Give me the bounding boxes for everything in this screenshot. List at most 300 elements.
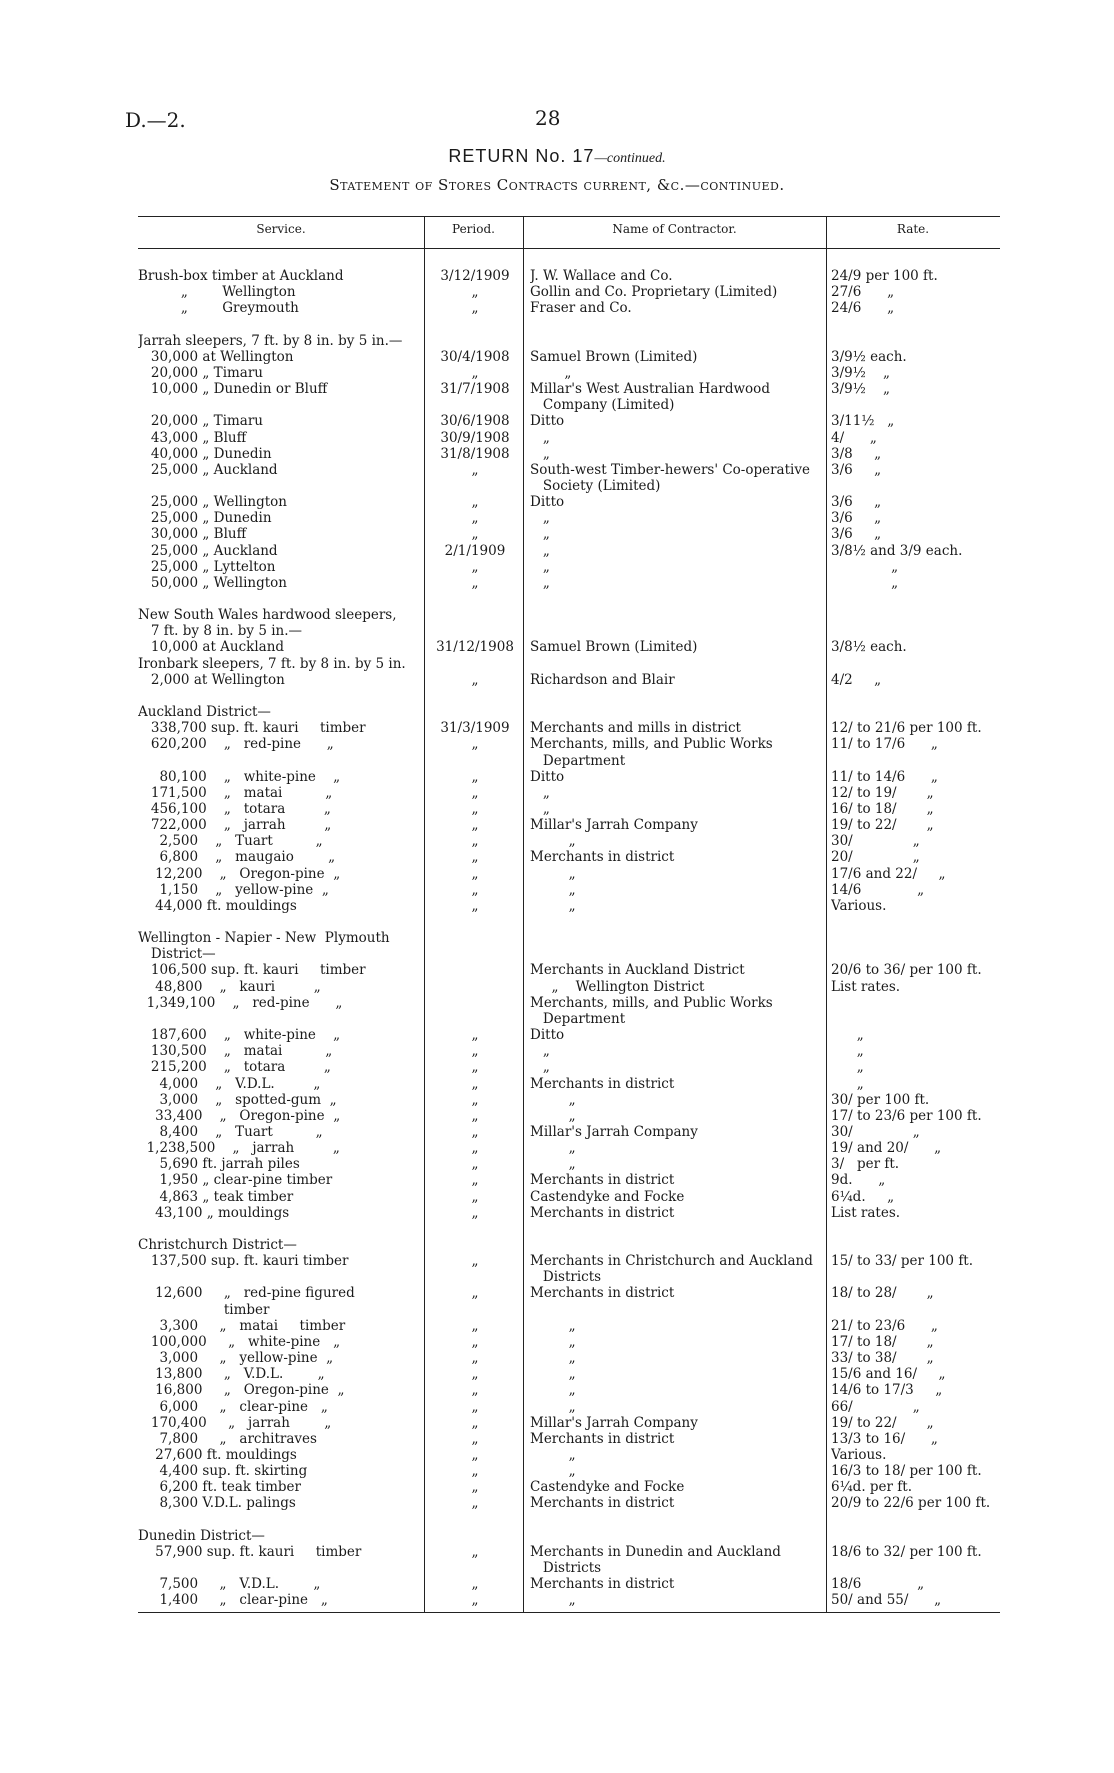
period-cell: „ bbox=[471, 510, 479, 527]
table-row bbox=[0, 849, 1114, 865]
period-cell: „ bbox=[471, 526, 479, 543]
table-bottom-rule bbox=[138, 1612, 1000, 1613]
table-row bbox=[0, 268, 1114, 284]
table-row bbox=[0, 1302, 1114, 1318]
table-row bbox=[0, 1479, 1114, 1495]
service-cell: 25,000 „ Dunedin bbox=[138, 510, 272, 527]
rate-cell: 12/ to 19/ „ bbox=[831, 784, 934, 801]
period-cell: „ bbox=[471, 881, 479, 898]
rate-cell: 6¼d. per ft. bbox=[831, 1479, 912, 1496]
service-cell: 48,800 „ kauri „ bbox=[138, 978, 321, 995]
contractor-cell: Millar's Jarrah Company bbox=[530, 817, 698, 834]
rate-cell: 19/ to 22/ „ bbox=[831, 1414, 934, 1431]
contractor-cell: „ bbox=[530, 1091, 576, 1108]
rate-cell: 18/6 „ bbox=[831, 1576, 925, 1593]
service-cell: 7 ft. by 8 in. by 5 in.— bbox=[138, 623, 303, 640]
service-cell: 80,100 „ white-pine „ bbox=[138, 768, 341, 785]
table-row bbox=[0, 1027, 1114, 1043]
service-cell: 4,863 „ teak timber bbox=[138, 1188, 294, 1205]
table-row bbox=[0, 462, 1114, 478]
contractor-cell: Merchants in district bbox=[530, 1285, 675, 1302]
table-row bbox=[0, 1399, 1114, 1415]
contractor-cell: „ bbox=[530, 364, 572, 381]
contractor-cell: Ditto bbox=[530, 768, 565, 785]
period-cell: „ bbox=[471, 1350, 479, 1367]
contractor-cell: Merchants in district bbox=[530, 1075, 675, 1092]
service-cell: 456,100 „ totara „ bbox=[138, 800, 331, 817]
period-cell: „ bbox=[471, 865, 479, 882]
rate-cell: 9d. „ bbox=[831, 1172, 886, 1189]
contractor-cell: „ bbox=[530, 510, 550, 527]
table-row bbox=[0, 300, 1114, 316]
period-cell: „ bbox=[471, 1430, 479, 1447]
service-cell: 106,500 sup. ft. kauri timber bbox=[138, 962, 366, 979]
column-header-rate: Rate. bbox=[896, 222, 930, 236]
rate-cell: 3/8 „ bbox=[831, 445, 882, 462]
contractor-cell: South-west Timber-hewers' Co-operative bbox=[530, 461, 810, 478]
table-row bbox=[0, 1237, 1114, 1253]
table-row bbox=[0, 672, 1114, 688]
table-row bbox=[0, 607, 1114, 623]
service-cell: 620,200 „ red-pine „ bbox=[138, 736, 334, 753]
table-row bbox=[0, 365, 1114, 381]
contractor-cell: „ bbox=[530, 1592, 576, 1609]
contractor-cell: Ditto bbox=[530, 1027, 565, 1044]
table-row bbox=[0, 1415, 1114, 1431]
contractor-cell: „ bbox=[530, 574, 550, 591]
rate-cell: 3/ per ft. bbox=[831, 1156, 900, 1173]
service-cell: 1,238,500 „ jarrah „ bbox=[138, 1140, 340, 1157]
rate-cell: „ bbox=[831, 1075, 864, 1092]
contractor-cell: „ bbox=[530, 1156, 576, 1173]
table-row bbox=[0, 962, 1114, 978]
column-header-service: Service. bbox=[256, 222, 306, 236]
service-cell: 1,150 „ yellow-pine „ bbox=[138, 881, 329, 898]
table-row bbox=[0, 995, 1114, 1011]
service-cell: „ Wellington bbox=[138, 284, 296, 301]
contractor-cell: Merchants in district bbox=[530, 1204, 675, 1221]
contractor-cell: „ bbox=[530, 1446, 576, 1463]
rate-cell: 3/11½ „ bbox=[831, 413, 895, 430]
contractor-cell: Merchants in district bbox=[530, 1495, 675, 1512]
rate-cell: 11/ to 17/6 „ bbox=[831, 736, 938, 753]
table-row bbox=[0, 349, 1114, 365]
contractor-cell: Department bbox=[530, 752, 626, 769]
table-row bbox=[0, 753, 1114, 769]
contractor-cell: „ bbox=[530, 542, 550, 559]
table-row bbox=[0, 1544, 1114, 1560]
service-cell: 43,000 „ Bluff bbox=[138, 429, 247, 446]
period-cell: „ bbox=[471, 833, 479, 850]
period-cell: „ bbox=[471, 800, 479, 817]
table-row bbox=[0, 1463, 1114, 1479]
rate-cell: 17/ to 23/6 per 100 ft. bbox=[831, 1107, 982, 1124]
service-cell: 130,500 „ matai „ bbox=[138, 1043, 333, 1060]
contractor-cell: „ bbox=[530, 800, 550, 817]
rate-cell: 3/9½ „ bbox=[831, 364, 890, 381]
service-cell: 187,600 „ white-pine „ bbox=[138, 1027, 341, 1044]
service-cell: 50,000 „ Wellington bbox=[138, 574, 287, 591]
service-cell: 1,400 „ clear-pine „ bbox=[138, 1592, 328, 1609]
rate-cell: 4/ „ bbox=[831, 429, 877, 446]
contractor-cell: Castendyke and Focke bbox=[530, 1188, 685, 1205]
contractor-cell: „ bbox=[530, 526, 550, 543]
period-cell: „ bbox=[471, 1446, 479, 1463]
contractor-cell: „ bbox=[530, 897, 576, 914]
table-row bbox=[0, 801, 1114, 817]
service-cell: 25,000 „ Lyttelton bbox=[138, 558, 276, 575]
rate-cell: 18/6 to 32/ per 100 ft. bbox=[831, 1543, 982, 1560]
service-cell: District— bbox=[138, 946, 216, 963]
table-row bbox=[0, 1059, 1114, 1075]
period-cell: „ bbox=[471, 1543, 479, 1560]
rate-cell: 14/6 „ bbox=[831, 881, 925, 898]
table-row bbox=[0, 704, 1114, 720]
rate-cell: 27/6 „ bbox=[831, 284, 895, 301]
rate-cell: List rates. bbox=[831, 1204, 901, 1221]
table-row bbox=[0, 381, 1114, 397]
service-cell: 171,500 „ matai „ bbox=[138, 784, 333, 801]
service-cell: 5,690 ft. jarrah piles bbox=[138, 1156, 300, 1173]
period-cell: „ bbox=[471, 1253, 479, 1270]
contractor-cell: Millar's Jarrah Company bbox=[530, 1123, 698, 1140]
rate-cell: 20/6 to 36/ per 100 ft. bbox=[831, 962, 982, 979]
period-cell: „ bbox=[471, 1075, 479, 1092]
contractor-cell: Merchants in Auckland District bbox=[530, 962, 745, 979]
service-cell: 8,300 V.D.L. palings bbox=[138, 1495, 296, 1512]
table-row bbox=[0, 1366, 1114, 1382]
table-top-rule bbox=[138, 216, 1000, 217]
rate-cell: 30/ „ bbox=[831, 1123, 920, 1140]
table-row bbox=[0, 1205, 1114, 1221]
table-row bbox=[0, 1043, 1114, 1059]
service-cell: 25,000 „ Auckland bbox=[138, 542, 278, 559]
table-row bbox=[0, 866, 1114, 882]
table-row bbox=[0, 494, 1114, 510]
table-row bbox=[0, 1140, 1114, 1156]
contractor-cell: „ bbox=[530, 865, 576, 882]
service-cell: 44,000 ft. mouldings bbox=[138, 897, 297, 914]
contractor-cell: „ bbox=[530, 445, 550, 462]
rate-cell: 30/ „ bbox=[831, 833, 920, 850]
period-cell: „ bbox=[471, 817, 479, 834]
rate-cell: 12/ to 21/6 per 100 ft. bbox=[831, 720, 982, 737]
page-title bbox=[0, 146, 1114, 167]
table-row bbox=[0, 1076, 1114, 1092]
table-row bbox=[0, 930, 1114, 946]
service-cell: timber bbox=[138, 1301, 270, 1318]
period-cell: „ bbox=[471, 558, 479, 575]
period-cell: „ bbox=[471, 1156, 479, 1173]
table-row bbox=[0, 413, 1114, 429]
contractor-cell: Merchants and mills in district bbox=[530, 720, 741, 737]
contractor-cell: Department bbox=[530, 1010, 626, 1027]
service-cell: Jarrah sleepers, 7 ft. by 8 in. by 5 in.— bbox=[138, 332, 403, 349]
table-row bbox=[0, 946, 1114, 962]
table-row bbox=[0, 510, 1114, 526]
contractor-cell: Samuel Brown (Limited) bbox=[530, 348, 698, 365]
contractor-cell: Society (Limited) bbox=[530, 477, 661, 494]
table-row bbox=[0, 720, 1114, 736]
service-cell: 2,500 „ Tuart „ bbox=[138, 833, 323, 850]
period-cell: „ bbox=[471, 1592, 479, 1609]
table-row bbox=[0, 543, 1114, 559]
contractor-cell: J. W. Wallace and Co. bbox=[530, 268, 673, 284]
rate-cell: 13/3 to 16/ „ bbox=[831, 1430, 938, 1447]
period-cell: 30/4/1908 bbox=[440, 348, 510, 365]
period-cell: „ bbox=[471, 1479, 479, 1496]
table-row bbox=[0, 769, 1114, 785]
rate-cell: 24/9 per 100 ft. bbox=[831, 268, 938, 284]
contractor-cell: Ditto bbox=[530, 494, 565, 511]
contractor-cell: „ bbox=[530, 1140, 576, 1157]
contractor-cell: „ bbox=[530, 1350, 576, 1367]
service-cell: Brush-box timber at Auckland bbox=[138, 268, 344, 284]
table-row bbox=[0, 1334, 1114, 1350]
contractor-cell: „ bbox=[530, 1333, 576, 1350]
period-cell: „ bbox=[471, 1398, 479, 1415]
contractor-cell: „ bbox=[530, 558, 550, 575]
table-row bbox=[0, 333, 1114, 349]
service-cell: 12,200 „ Oregon-pine „ bbox=[138, 865, 341, 882]
rate-cell: 3/9½ „ bbox=[831, 381, 890, 398]
document-code: D.—2. bbox=[125, 108, 186, 132]
table-row bbox=[0, 1172, 1114, 1188]
rate-cell: List rates. bbox=[831, 978, 901, 995]
service-cell: „ Greymouth bbox=[138, 300, 299, 317]
rate-cell: Various. bbox=[831, 1446, 887, 1463]
contractor-cell: „ bbox=[530, 1382, 576, 1399]
period-cell: „ bbox=[471, 1043, 479, 1060]
rate-cell: 66/ „ bbox=[831, 1398, 920, 1415]
table-row bbox=[0, 898, 1114, 914]
service-cell: 100,000 „ white-pine „ bbox=[138, 1333, 341, 1350]
period-cell: „ bbox=[471, 1027, 479, 1044]
rate-cell: 11/ to 14/6 „ bbox=[831, 768, 938, 785]
service-cell: 7,500 „ V.D.L. „ bbox=[138, 1576, 321, 1593]
service-cell: 3,000 „ spotted-gum „ bbox=[138, 1091, 337, 1108]
contractor-cell: Merchants, mills, and Public Works bbox=[530, 994, 773, 1011]
service-cell: 338,700 sup. ft. kauri timber bbox=[138, 720, 366, 737]
contractor-cell: Millar's West Australian Hardwood bbox=[530, 381, 770, 398]
service-cell: 4,000 „ V.D.L. „ bbox=[138, 1075, 321, 1092]
contractor-cell: „ bbox=[530, 784, 550, 801]
rate-cell: 16/ to 18/ „ bbox=[831, 800, 934, 817]
period-cell: „ bbox=[471, 1140, 479, 1157]
table-row bbox=[0, 1560, 1114, 1576]
table-row bbox=[0, 397, 1114, 413]
contractor-cell: „ bbox=[530, 1366, 576, 1383]
period-cell: „ bbox=[471, 897, 479, 914]
title-continued: —continued. bbox=[594, 151, 666, 166]
contractor-cell: Richardson and Blair bbox=[530, 671, 675, 688]
period-cell: „ bbox=[471, 1333, 479, 1350]
contractor-cell: Company (Limited) bbox=[530, 397, 675, 414]
rate-cell: 24/6 „ bbox=[831, 300, 895, 317]
service-cell: 6,800 „ maugaio „ bbox=[138, 849, 336, 866]
rate-cell: „ bbox=[831, 558, 899, 575]
table-row bbox=[0, 559, 1114, 575]
rate-cell: 3/6 „ bbox=[831, 526, 882, 543]
service-cell: 6,000 „ clear-pine „ bbox=[138, 1398, 328, 1415]
table-row bbox=[0, 656, 1114, 672]
contractor-cell: „ bbox=[530, 1463, 576, 1480]
table-row bbox=[0, 316, 1114, 332]
service-cell: 6,200 ft. teak timber bbox=[138, 1479, 301, 1496]
service-cell: 3,000 „ yellow-pine „ bbox=[138, 1350, 334, 1367]
contractor-cell: Merchants in district bbox=[530, 1430, 675, 1447]
rate-cell: 6¼d. „ bbox=[831, 1188, 895, 1205]
rate-cell: 3/6 „ bbox=[831, 510, 882, 527]
period-cell: „ bbox=[471, 1172, 479, 1189]
service-cell: Dunedin District— bbox=[138, 1527, 265, 1544]
service-cell: 4,400 sup. ft. skirting bbox=[138, 1463, 308, 1480]
contractor-cell: Merchants in district bbox=[530, 1172, 675, 1189]
service-cell: 3,300 „ matai timber bbox=[138, 1317, 346, 1334]
table-row bbox=[0, 1124, 1114, 1140]
contractor-cell: „ bbox=[530, 1398, 576, 1415]
period-cell: „ bbox=[471, 494, 479, 511]
period-cell: „ bbox=[471, 574, 479, 591]
rate-cell: 3/6 „ bbox=[831, 461, 882, 478]
table-row bbox=[0, 914, 1114, 930]
period-cell: „ bbox=[471, 1091, 479, 1108]
service-cell: 25,000 „ Auckland bbox=[138, 461, 278, 478]
rate-cell: 17/ to 18/ „ bbox=[831, 1333, 934, 1350]
service-cell: 170,400 „ jarrah „ bbox=[138, 1414, 332, 1431]
service-cell: Auckland District— bbox=[138, 704, 271, 721]
page-subtitle: Statement of Stores Contracts current, &c.—continued. bbox=[329, 176, 785, 194]
table-row bbox=[0, 478, 1114, 494]
service-cell: 30,000 „ Bluff bbox=[138, 526, 247, 543]
table-row bbox=[0, 785, 1114, 801]
table-row bbox=[0, 623, 1114, 639]
period-cell: „ bbox=[471, 1495, 479, 1512]
period-cell: „ bbox=[471, 1285, 479, 1302]
table-row bbox=[0, 1189, 1114, 1205]
column-header-contractor: Name of Contractor. bbox=[612, 222, 737, 236]
period-cell: „ bbox=[471, 1204, 479, 1221]
contractor-cell: Gollin and Co. Proprietary (Limited) bbox=[530, 284, 778, 301]
period-cell: „ bbox=[471, 1576, 479, 1593]
table-row bbox=[0, 639, 1114, 655]
period-cell: „ bbox=[471, 1059, 479, 1076]
contractor-cell: Merchants in district bbox=[530, 1576, 675, 1593]
title-main: RETURN No. 17 bbox=[448, 146, 595, 166]
period-cell: „ bbox=[471, 849, 479, 866]
period-cell: „ bbox=[471, 1123, 479, 1140]
service-cell: New South Wales hardwood sleepers, bbox=[138, 607, 397, 624]
table-row bbox=[0, 1528, 1114, 1544]
table-row bbox=[0, 1592, 1114, 1608]
service-cell: 40,000 „ Dunedin bbox=[138, 445, 272, 462]
service-cell: 1,950 „ clear-pine timber bbox=[138, 1172, 333, 1189]
service-cell: 20,000 „ Timaru bbox=[138, 413, 264, 430]
rate-cell: 3/6 „ bbox=[831, 494, 882, 511]
contractor-cell: Millar's Jarrah Company bbox=[530, 1414, 698, 1431]
table-row bbox=[0, 1092, 1114, 1108]
service-cell: 7,800 „ architraves bbox=[138, 1430, 317, 1447]
service-cell: 20,000 „ Timaru bbox=[138, 364, 264, 381]
service-cell: 30,000 at Wellington bbox=[138, 348, 294, 365]
rate-cell: „ bbox=[831, 574, 899, 591]
service-cell: 33,400 „ Oregon-pine „ bbox=[138, 1107, 341, 1124]
table-row bbox=[0, 1011, 1114, 1027]
rate-cell: 21/ to 23/6 „ bbox=[831, 1317, 938, 1334]
table-row bbox=[0, 1576, 1114, 1592]
period-cell: 30/9/1908 bbox=[440, 429, 510, 446]
rate-cell: 3/9½ each. bbox=[831, 348, 907, 365]
service-cell: 43,100 „ mouldings bbox=[138, 1204, 290, 1221]
contractor-cell: Fraser and Co. bbox=[530, 300, 632, 317]
rate-cell: 20/ „ bbox=[831, 849, 920, 866]
rate-cell: 19/ and 20/ „ bbox=[831, 1140, 942, 1157]
rate-cell: „ bbox=[831, 1043, 864, 1060]
contractor-cell: „ bbox=[530, 429, 550, 446]
period-cell: 31/12/1908 bbox=[436, 639, 514, 656]
rate-cell: 15/6 and 16/ „ bbox=[831, 1366, 946, 1383]
contractor-cell: „ bbox=[530, 1107, 576, 1124]
contractor-cell: „ Wellington District bbox=[530, 978, 705, 995]
rate-cell: 4/2 „ bbox=[831, 671, 882, 688]
rate-cell: 16/3 to 18/ per 100 ft. bbox=[831, 1463, 982, 1480]
table-row bbox=[0, 1447, 1114, 1463]
service-cell: 722,000 „ jarrah „ bbox=[138, 817, 332, 834]
contractor-cell: Samuel Brown (Limited) bbox=[530, 639, 698, 656]
contractor-cell: Districts bbox=[530, 1269, 602, 1286]
table-row bbox=[0, 1318, 1114, 1334]
table-row bbox=[0, 1382, 1114, 1398]
table-row bbox=[0, 1221, 1114, 1237]
service-cell: Wellington - Napier - New Plymouth bbox=[138, 930, 390, 947]
table-row bbox=[0, 1350, 1114, 1366]
period-cell: „ bbox=[471, 1463, 479, 1480]
table-row bbox=[0, 833, 1114, 849]
service-cell: 16,800 „ Oregon-pine „ bbox=[138, 1382, 345, 1399]
table-row bbox=[0, 1156, 1114, 1172]
service-cell: 25,000 „ Wellington bbox=[138, 494, 287, 511]
contractor-cell: „ bbox=[530, 1317, 576, 1334]
rate-cell: „ bbox=[831, 1027, 864, 1044]
service-cell: 27,600 ft. mouldings bbox=[138, 1446, 297, 1463]
service-cell: 215,200 „ totara „ bbox=[138, 1059, 331, 1076]
table-row bbox=[0, 430, 1114, 446]
page-number: 28 bbox=[535, 106, 561, 130]
table-row bbox=[0, 1285, 1114, 1301]
contractor-cell: Merchants in district bbox=[530, 849, 675, 866]
contractor-cell: „ bbox=[530, 1059, 550, 1076]
period-cell: „ bbox=[471, 364, 479, 381]
service-cell: 2,000 at Wellington bbox=[138, 671, 285, 688]
contractor-cell: Districts bbox=[530, 1560, 602, 1576]
rate-cell: 14/6 to 17/3 „ bbox=[831, 1382, 943, 1399]
header-bottom-rule bbox=[138, 248, 1000, 249]
period-cell: „ bbox=[471, 1188, 479, 1205]
contractor-cell: „ bbox=[530, 881, 576, 898]
rate-cell: 33/ to 38/ „ bbox=[831, 1350, 934, 1367]
column-header-period: Period. bbox=[452, 222, 495, 236]
table-row bbox=[0, 446, 1114, 462]
table-row bbox=[0, 979, 1114, 995]
period-cell: „ bbox=[471, 768, 479, 785]
rate-cell: 19/ to 22/ „ bbox=[831, 817, 934, 834]
table-row bbox=[0, 1253, 1114, 1269]
period-cell: „ bbox=[471, 784, 479, 801]
service-cell: 137,500 sup. ft. kauri timber bbox=[138, 1253, 349, 1270]
table-row bbox=[0, 526, 1114, 542]
rate-cell: 20/9 to 22/6 per 100 ft. bbox=[831, 1495, 991, 1512]
service-cell: 10,000 at Auckland bbox=[138, 639, 285, 656]
